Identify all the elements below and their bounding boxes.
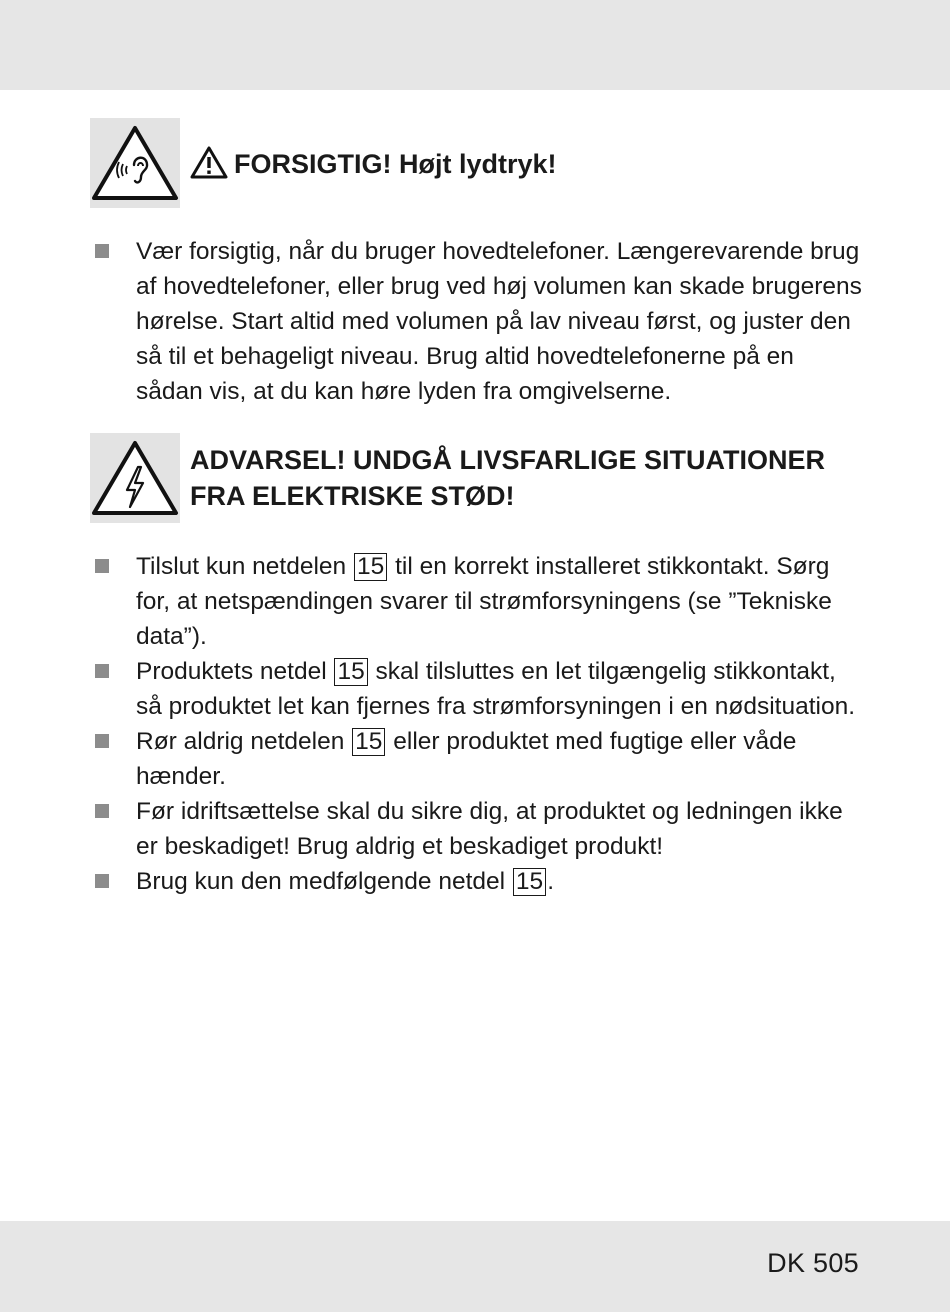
warning-triangle-icon [190, 146, 228, 188]
warning-heading [190, 442, 825, 514]
part-reference: 15 [352, 728, 385, 756]
part-reference: 15 [354, 553, 387, 581]
bullet-square [95, 664, 109, 678]
warning-title-line1: ADVARSEL! UNDGÅ LIVSFARLIGE SITUATIONER [190, 445, 826, 475]
ear-sound-warning-icon [90, 118, 180, 208]
caution-heading [190, 146, 557, 188]
page-number: DK 505 [767, 1248, 859, 1278]
warning-title-line2: FRA ELEKTRISKE STØD! [190, 481, 515, 511]
list-item: Produktets netdel 15 skal tilsluttes en let tilgængelig stikkontakt, så produktet let kan fjernes fra strømforsyningen i en nødsituation. [95, 654, 865, 724]
list-item: Brug kun den medfølgende netdel 15 . [95, 864, 865, 899]
header-band [0, 0, 950, 90]
bullet-square [95, 559, 109, 573]
electric-shock-warning-icon [90, 433, 180, 523]
caution-title: FORSIGTIG! Højt lydtryk! [234, 149, 557, 179]
part-reference: 15 [334, 658, 367, 686]
list-item: Vær forsigtig, når du bruger hovedtelefoner. Længerevarende brug af hovedtelefoner, eller brug ved høj volumen kan skade brugerens hørelse. Start altid med volumen på lav niveau først, og juster den så til et behageligt niveau. Brug altid hovedtelefonerne på en sådan vis, at du kan høre lyden fra omgivelserne. [95, 234, 865, 409]
bullet-square [95, 874, 109, 888]
list-item: Tilslut kun netdelen 15 til en korrekt installeret stikkontakt. Sørg for, at netspændingen svarer til strømforsyningens (se ”Tekniske data”). [95, 549, 865, 654]
list-item: Før idriftsættelse skal du sikre dig, at produktet og ledningen ikke er beskadiget! Brug aldrig et beskadiget produkt! [95, 794, 865, 864]
bullet-square [95, 734, 109, 748]
part-reference: 15 [513, 868, 546, 896]
caution-list [95, 234, 865, 409]
bullet-square [95, 804, 109, 818]
warning-list [95, 549, 865, 899]
list-item: Rør aldrig netdelen 15 eller produktet med fugtige eller våde hænder. [95, 724, 865, 794]
bullet-square [95, 244, 109, 258]
